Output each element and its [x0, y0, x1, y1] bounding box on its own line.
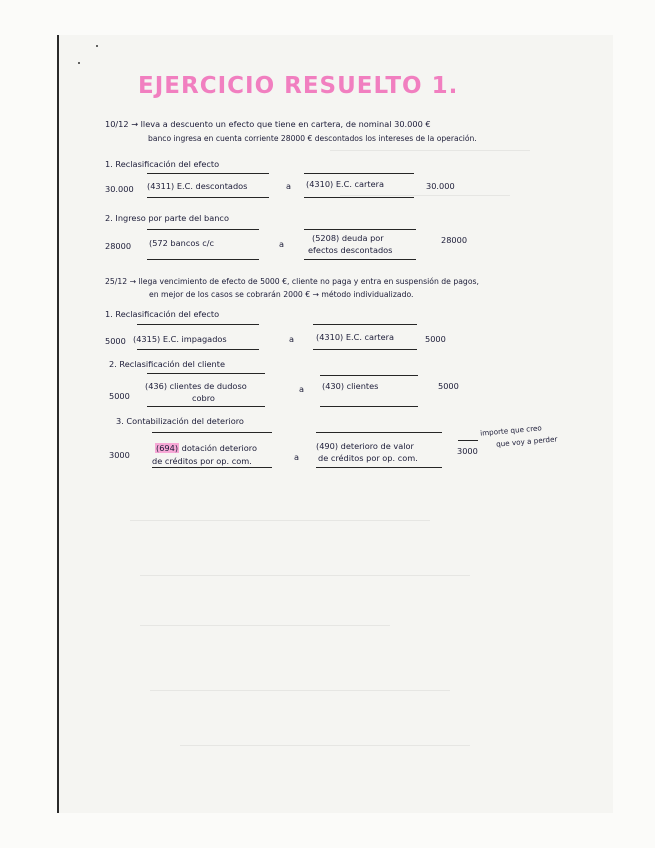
op1-step2-debit: (572 bancos c/c	[149, 238, 214, 248]
op1-step2-heading: 2. Ingreso por parte del banco	[105, 213, 229, 223]
margin-note-line-1: importe que creo	[479, 423, 543, 438]
journal-rule	[458, 440, 478, 441]
journal-rule	[320, 406, 418, 407]
bleed-through	[180, 745, 470, 746]
journal-rule	[313, 349, 417, 350]
op2-step3-a: a	[294, 452, 300, 462]
op1-step1-credit: (4310) E.C. cartera	[306, 179, 385, 189]
op2-step2-amount-left: 5000	[109, 391, 130, 401]
op2-step3-amount-right: 3000	[457, 446, 478, 456]
op2-step2-a: a	[299, 384, 305, 394]
bleed-through	[330, 150, 530, 151]
journal-rule	[147, 406, 265, 407]
op2-step1-debit: (4315) E.C. impagados	[133, 334, 227, 344]
bleed-through	[140, 625, 390, 626]
op2-step2-credit: (430) clientes	[322, 381, 379, 391]
op2-step1-heading: 1. Reclasificación del efecto	[105, 309, 220, 319]
op2-step1-amount-right: 5000	[425, 334, 446, 344]
page-title: EJERCICIO RESUELTO 1.	[138, 73, 459, 99]
op2-step3-debit-2: de créditos por op. com.	[152, 456, 252, 466]
ink-dot	[78, 62, 80, 64]
op2-step3-credit-2: de créditos por op. com.	[318, 453, 418, 463]
op1-step1-a: a	[286, 181, 292, 191]
op2-step2-debit-1: (436) clientes de dudoso	[145, 381, 247, 391]
op1-step2-amount-left: 28000	[105, 241, 132, 251]
op1-statement-line-2: banco ingresa en cuenta corriente 28000 € descontados los intereses de la operación.	[148, 134, 477, 143]
journal-rule	[147, 373, 265, 374]
op2-step1-credit: (4310) E.C. cartera	[316, 332, 395, 342]
op2-step3-amount-left: 3000	[109, 450, 130, 460]
bleed-through	[340, 195, 510, 196]
journal-rule	[147, 173, 269, 174]
op2-statement-line-1: 25/12 → llega vencimiento de efecto de 5000 €, cliente no paga y entra en suspensión de pagos,	[105, 277, 479, 286]
journal-rule	[316, 432, 442, 433]
op2-step3-debit-line-1	[155, 443, 257, 453]
op2-step3-debit-1: dotación deterioro	[181, 443, 257, 453]
journal-rule	[316, 467, 442, 468]
bleed-through	[130, 520, 430, 521]
journal-rule	[304, 259, 416, 260]
margin-note-line-2: que voy a perder	[495, 434, 558, 449]
op1-step2-amount-right: 28000	[441, 235, 468, 245]
op2-step2-debit-2: cobro	[192, 393, 215, 403]
journal-rule	[320, 375, 418, 376]
journal-rule	[152, 432, 272, 433]
journal-rule	[304, 229, 416, 230]
ink-dot	[96, 45, 98, 47]
op1-step1-heading: 1. Reclasificación del efecto	[105, 159, 220, 169]
journal-rule	[147, 229, 259, 230]
journal-rule	[137, 324, 259, 325]
op1-statement-line-1: 10/12 → lleva a descuento un efecto que tiene en cartera, de nominal 30.000 €	[105, 119, 431, 129]
highlighted-account-code: (694)	[156, 443, 179, 453]
op1-step1-debit: (4311) E.C. descontados	[147, 181, 248, 191]
op1-step1-amount-left: 30.000	[105, 184, 134, 194]
journal-rule	[152, 467, 272, 468]
op2-step2-amount-right: 5000	[438, 381, 459, 391]
journal-rule	[147, 197, 269, 198]
op1-step1-amount-right: 30.000	[426, 181, 455, 191]
op2-step1-amount-left: 5000	[105, 336, 126, 346]
bleed-through	[140, 575, 470, 576]
op1-step2-credit-2: efectos descontados	[308, 245, 393, 255]
op2-step3-heading: 3. Contabilización del deterioro	[116, 416, 244, 426]
journal-rule	[137, 349, 259, 350]
bleed-through	[150, 690, 450, 691]
journal-rule	[304, 173, 414, 174]
journal-rule	[313, 324, 417, 325]
journal-rule	[147, 259, 259, 260]
op1-step2-a: a	[279, 239, 285, 249]
op2-step1-a: a	[289, 334, 295, 344]
op2-statement-line-2: en mejor de los casos se cobrarán 2000 € → método individualizado.	[149, 290, 414, 299]
op2-step2-heading: 2. Reclasificación del cliente	[109, 359, 225, 369]
journal-rule	[304, 197, 414, 198]
op1-step2-credit-1: (5208) deuda por	[312, 233, 384, 243]
op2-step3-credit-1: (490) deterioro de valor	[316, 441, 414, 451]
